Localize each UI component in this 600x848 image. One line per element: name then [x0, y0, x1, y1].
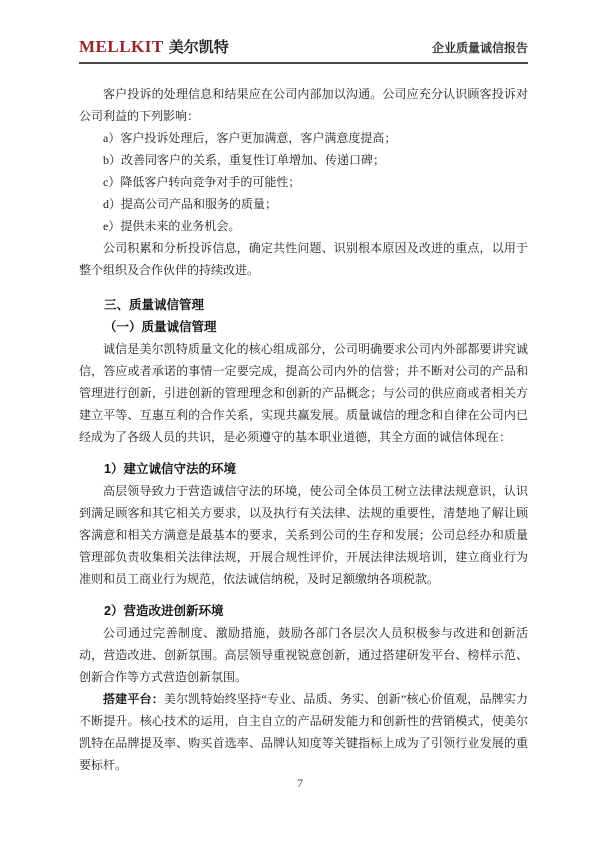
page-header	[79, 36, 528, 64]
complaint-effects-list	[79, 127, 528, 237]
list-item-c: c）降低客户转向竞争对手的可能性；	[103, 175, 301, 189]
list-item-b: b）改善同客户的关系，重复性订单增加、传递口碑；	[103, 153, 386, 167]
point-heading-innovation-environment: 2）营造改进创新环境	[104, 604, 224, 618]
page-footer	[0, 772, 600, 794]
paragraph-complaint-summary: 公司积累和分析投诉信息，确定共性问题、识别根本原因及改进的重点，以用于整个组织及合作伙伴的持续改进。	[79, 241, 528, 277]
subsection-heading-quality-integrity-management: （一）质量诚信管理	[104, 320, 217, 334]
company-logo	[79, 36, 229, 57]
paragraph-integrity-culture: 诚信是美尔凯特质量文化的核心组成部分，公司明确要求公司内外部都要讲究诚信，答应或者承诺的事情一定要完成，提高公司内外的信誉；并不断对公司的产品和管理进行创新，引进创新的管理理念和创新的产品概念；与公司的供应商或者相关方建立平等、互惠互利的合作关系，实现共赢发展。质量诚信的理念和自律在公司内已经成为了各级人员的共识，是必须遵守的基本职业道德，其全方面的诚信体现在：	[79, 342, 528, 444]
document-body	[79, 83, 528, 776]
page-number: 7	[297, 776, 303, 790]
logo-text-en: MELLKIT	[79, 37, 164, 56]
section-heading-quality-integrity-management: 三、质量诚信管理	[104, 298, 205, 312]
list-item-a: a）客户投诉处理后，客户更加满意，客户满意度提高；	[103, 131, 397, 145]
logo-text-cn: 美尔凯特	[168, 40, 229, 56]
list-item-e: e）提供未来的业务机会。	[103, 219, 241, 233]
platform-building-label: 搭建平台：	[103, 692, 164, 706]
header-document-title: 企业质量诚信报告	[431, 41, 528, 55]
point-heading-law-abiding-environment: 1）建立诚信守法的环境	[104, 462, 236, 476]
paragraph-platform-building	[79, 688, 528, 776]
platform-building-text: 美尔凯特始终坚持“专业、品质、务实、创新”核心价值观，品牌实力不断提升。核心技术的运用，自主自立的产品研发能力和创新性的营销模式，使美尔凯特在品牌提及率、购买首选率、品牌认知度等关键指标上成为了引领行业发展的重要标杆。	[79, 692, 528, 772]
list-item-d: d）提高公司产品和服务的质量；	[103, 197, 278, 211]
paragraph-law-abiding-environment: 高层领导致力于营造诚信守法的环境，使公司全体员工树立法律法规意识，认识到满足顾客和其它相关方要求，以及执行有关法律、法规的重要性，清楚地了解让顾客满意和相关方满意是最基本的要求，关系到公司的生存和发展；公司总经办和质量管理部负责收集相关法律法规，开展合规性评价，开展法律法规培训，建立商业行为准则和员工商业行为规范，依法诚信纳税，及时足额缴纳各项税款。	[79, 484, 528, 586]
paragraph-complaint-intro: 客户投诉的处理信息和结果应在公司内部加以沟通。公司应充分认识顾客投诉对公司利益的下列影响：	[79, 87, 528, 123]
paragraph-innovation-environment: 公司通过完善制度、激励措施，鼓励各部门各层次人员积极参与改进和创新活动，营造改进、创新氛围。高层领导重视锐意创新，通过搭建研发平台、榜样示范、创新合作等方式营造创新氛围。	[79, 626, 528, 684]
